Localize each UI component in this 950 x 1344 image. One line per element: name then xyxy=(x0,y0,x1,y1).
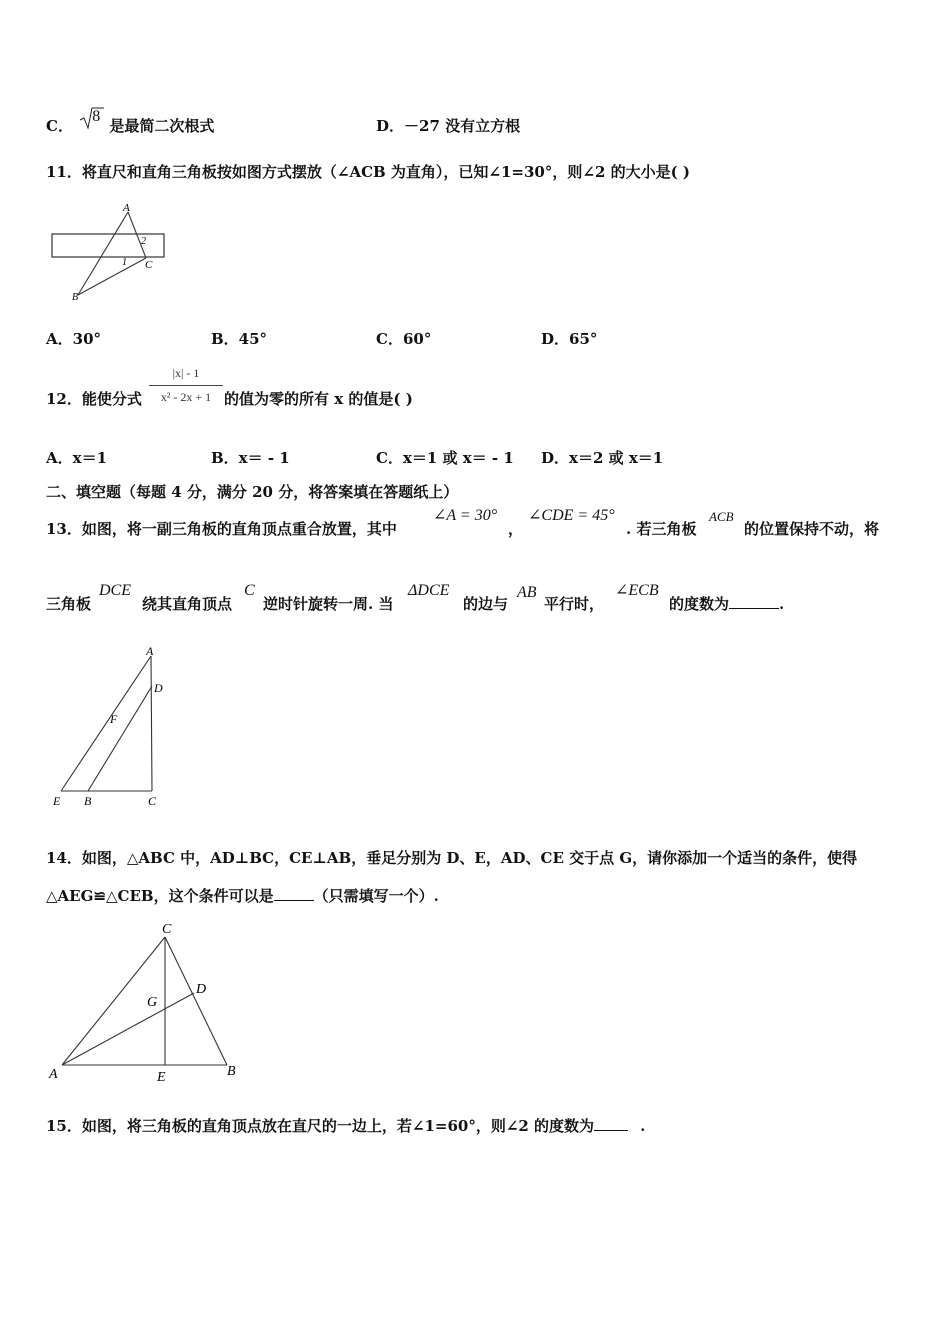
q15-stem xyxy=(46,1116,645,1136)
label-a: A xyxy=(123,202,130,214)
q13-line2-e: 平行时， xyxy=(544,595,605,613)
label-angle-1: 1 xyxy=(122,257,127,268)
q13-c: C xyxy=(244,582,255,599)
q15-period: . xyxy=(640,1117,646,1135)
q13-line2-f xyxy=(669,594,784,614)
label-b: B xyxy=(84,794,92,808)
q13-line1-b: . 若三角板 xyxy=(626,520,697,538)
label-d: D xyxy=(196,982,207,997)
q13-line2-d: 的边与 xyxy=(463,595,509,613)
line-ac xyxy=(151,656,152,791)
label-e: E xyxy=(157,1070,166,1085)
q13-line2-c: 逆时针旋转一周. 当 xyxy=(263,595,394,613)
altitude-ad xyxy=(62,993,194,1065)
fraction-denominator: x² - 2x + 1 xyxy=(160,390,212,404)
q12-option-a: A．x＝1 xyxy=(46,449,108,467)
answer-blank[interactable] xyxy=(594,1116,628,1131)
q13-angle-ecb: ∠ECB xyxy=(615,582,659,599)
q12-suffix: 的值为零的所有 x 的值是( ) xyxy=(224,390,413,408)
q13-line1-a: 13．如图，将一副三角板的直角顶点重合放置，其中 xyxy=(46,520,397,538)
label-a: A xyxy=(146,644,154,658)
label-b: B xyxy=(72,292,79,303)
q13-line1-c: 的位置保持不动，将 xyxy=(744,520,880,538)
q13-angle-cde: ∠CDE = 45° xyxy=(528,507,615,524)
q13-dce: DCE xyxy=(99,582,131,599)
q11-option-d: D．65° xyxy=(541,330,598,348)
q14-figure xyxy=(46,920,256,1085)
q13-line2-a: 三角板 xyxy=(46,595,92,613)
label-c: C xyxy=(145,259,153,271)
triangle-side-ac xyxy=(128,212,146,258)
fraction-bar xyxy=(149,385,223,386)
q13-angle-a: ∠A = 30° xyxy=(433,507,498,524)
q11-option-a: A．30° xyxy=(46,330,102,348)
q13-figure xyxy=(50,644,170,808)
label-angle-2: 2 xyxy=(141,236,146,247)
label-e: E xyxy=(53,794,61,808)
triangle-side-ab xyxy=(78,212,128,295)
label-c: C xyxy=(148,794,157,808)
option-label: D． xyxy=(376,117,405,135)
answer-blank[interactable] xyxy=(274,886,314,901)
q12-option-d: D．x＝2 或 x＝1 xyxy=(541,449,664,467)
label-c: C xyxy=(162,922,172,937)
q11-option-b: B．45° xyxy=(211,330,268,348)
q11-option-c: C．60° xyxy=(376,330,432,348)
q13-comma: ， xyxy=(508,520,524,538)
q12-prefix: 12．能使分式 xyxy=(46,390,142,408)
label-d: D xyxy=(154,681,163,695)
option-label: C． xyxy=(46,117,73,135)
side-cb xyxy=(165,937,227,1065)
q12-option-c: C．x＝1 或 x＝ - 1 xyxy=(376,449,514,467)
triangle-side-bc xyxy=(78,258,146,295)
q13-tri-dce: ΔDCE xyxy=(408,582,450,599)
q11-figure xyxy=(50,202,170,302)
q13-acb: ACB xyxy=(709,509,734,524)
q15-stem-text: 15．如图，将三角板的直角顶点放在直尺的一边上，若∠1=60°，则∠2 的度数为 xyxy=(46,1117,595,1135)
q12-option-b: B．x＝ - 1 xyxy=(211,449,290,467)
q13-line2-period: . xyxy=(779,595,785,613)
option-text: －27 没有立方根 xyxy=(404,117,521,135)
line-ae xyxy=(61,656,151,791)
q14-line1: 14．如图，△ABC 中，AD⊥BC，CE⊥AB，垂足分别为 D、E，AD、CE 交于点 G，请你添加一个适当的条件，使得 xyxy=(46,849,858,867)
section-2-title: 二、填空题（每题 4 分，满分 20 分，将答案填在答题纸上） xyxy=(46,483,459,501)
q14-line2 xyxy=(46,886,439,906)
sqrt-radicand: 8 xyxy=(92,108,101,125)
q10-option-c xyxy=(46,108,215,136)
answer-blank[interactable] xyxy=(729,594,779,609)
q10-option-d xyxy=(376,116,520,136)
q11-stem: 11．将直尺和直角三角板按如图方式摆放（∠ACB 为直角），已知∠1=30°，则∠2 的大小是( ) xyxy=(46,163,691,181)
option-text: 是最简二次根式 xyxy=(109,117,215,135)
q13-line2-f-text: 的度数为 xyxy=(669,595,730,613)
sqrt-expression xyxy=(78,108,104,136)
q13-line2-b: 绕其直角顶点 xyxy=(142,595,233,613)
fraction-numerator: |x| - 1 xyxy=(172,366,200,380)
label-a: A xyxy=(49,1067,58,1082)
label-f: F xyxy=(110,712,118,726)
label-g: G xyxy=(147,995,158,1010)
q14-line2-text: △AEG≌△CEB，这个条件可以是 xyxy=(46,887,274,905)
q14-line2-tail: （只需填写一个）. xyxy=(313,887,439,905)
label-b: B xyxy=(227,1064,236,1079)
q13-ab: AB xyxy=(517,584,537,601)
